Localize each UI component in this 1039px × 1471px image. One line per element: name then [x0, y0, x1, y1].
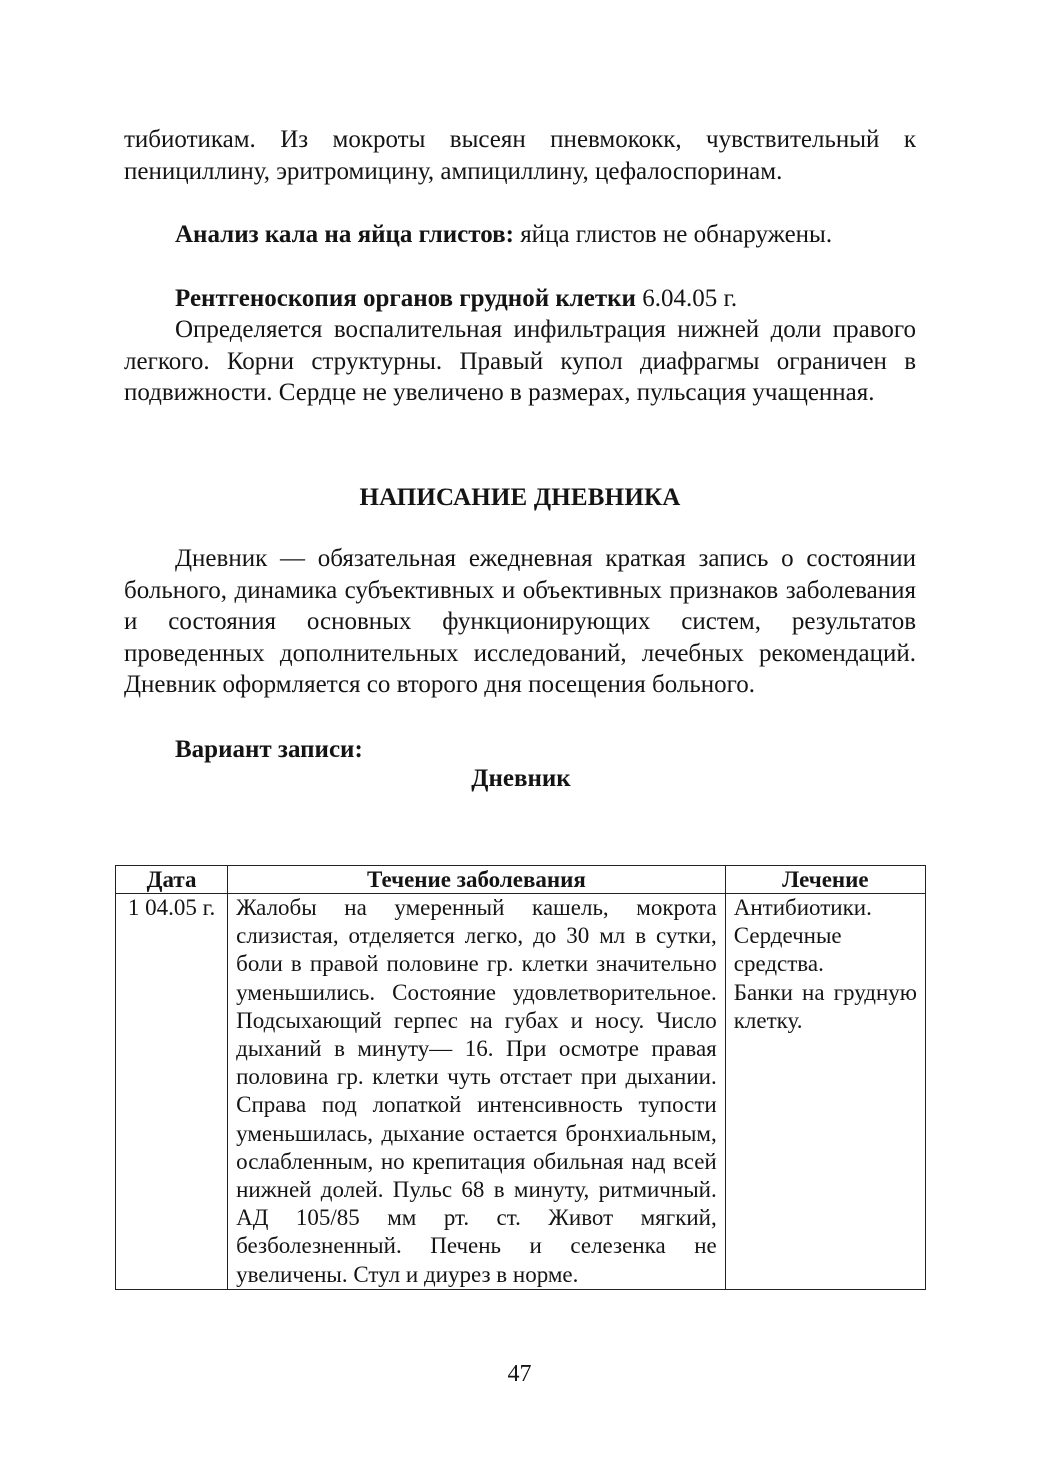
variant-label: Вариант записи: — [175, 735, 363, 763]
table-title: Дневник — [471, 765, 571, 792]
stool-analysis-text: яйца глистов не обнаружены. — [513, 221, 833, 248]
cell-treatment — [725, 894, 925, 1290]
cell-date: 1 04.05 г. — [116, 894, 228, 1290]
diary-table — [115, 865, 926, 1290]
intro-paragraph: тибиотикам. Из мокроты высеян пневмококк, чувствительный к пенициллину, эритромицину, ампициллину, цефалоспоринам. — [124, 126, 916, 185]
header-date: Дата — [116, 866, 228, 894]
treatment-item: Антибиотики. — [733, 895, 872, 920]
page-number: 47 — [507, 1361, 532, 1387]
section-paragraph: Дневник — обязательная ежедневная краткая запись о состоянии больного, динамика субъективных и объективных признаков заболевания и состояния основных функционирующих систем, результатов проведенных дополнительных исследований, лечебных рекомендаций. Дневник оформляется со второго дня посещения больного. — [124, 545, 916, 698]
table-row — [116, 894, 926, 1290]
xray-date: 6.04.05 г. — [635, 284, 738, 312]
table-header-row — [116, 866, 926, 894]
stool-analysis-label: Анализ кала на яйца глистов: — [175, 221, 514, 248]
stool-analysis-paragraph — [124, 219, 916, 251]
section-title: НАПИСАНИЕ ДНЕВНИКА — [359, 483, 681, 511]
treatment-item: Банки на грудную клетку. — [733, 979, 917, 1033]
xray-label: Рентгеноскопия органов грудной клетки — [175, 284, 636, 312]
cell-course: Жалобы на умеренный кашель, мокрота слизистая, отделяется легко, до 30 мл в сутки, боли в правой половине гр. клетки значительно уменьшились. Состояние удовлетворительное. Подсыхающий герпес на губах и носу. Число дыханий в минуту— 16. При осмотре правая половина гр. клетки чуть отстает при дыхании. Справа под лопаткой интенсивность тупости уменьшилась, дыхание остается бронхиальным, ослабленным, но крепитация обильная над всей нижней долей. Пульс 68 в минуту, ритмичный. АД 105/85 мм рт. ст. Живот мягкий, безболезненный. Печень и селезенка не увеличены. Стул и диурез в норме. — [228, 894, 726, 1290]
xray-paragraph: Определяется воспалительная инфильтрация нижней доли правого легкого. Корни структурны. Правый купол диафрагмы ограничен в подвижности. Сердце не увеличено в размерах, пульсация учащенная. — [124, 316, 916, 406]
xray-heading — [124, 283, 916, 315]
treatment-item: Сердечные средства. — [733, 923, 842, 977]
header-course: Течение заболевания — [228, 866, 726, 894]
header-treatment: Лечение — [725, 866, 925, 894]
page-body — [124, 124, 916, 793]
